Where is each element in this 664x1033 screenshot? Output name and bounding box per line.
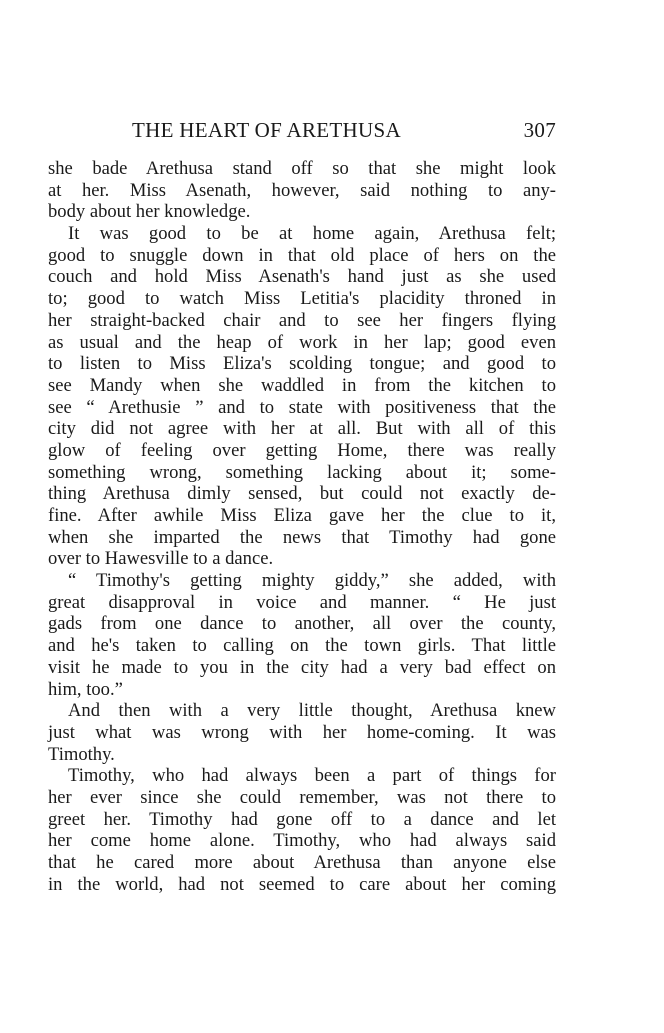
text-line: her come home alone. Timothy, who had always said: [48, 830, 556, 852]
text-line: city did not agree with her at all. But with all of this: [48, 418, 556, 440]
body-text: [48, 158, 556, 895]
text-line: thing Arethusa dimly sensed, but could not exactly de-: [48, 483, 556, 505]
text-line: her ever since she could remember, was not there to: [48, 786, 556, 808]
text-line: Timothy, who had always been a part of things for: [68, 765, 556, 787]
text-line: she bade Arethusa stand off so that she might look: [48, 158, 556, 179]
running-head: [48, 118, 556, 144]
text-line: see Mandy when she waddled in from the kitchen to: [48, 374, 556, 396]
text-line: “ Timothy's getting mighty giddy,” she added, with: [68, 570, 556, 592]
text-line: couch and hold Miss Asenath's hand just as she used: [48, 266, 556, 288]
text-line: and he's taken to calling on the town girls. That little: [48, 635, 556, 657]
text-line: something wrong, something lacking about it; some-: [48, 461, 556, 483]
text-line: great disapproval in voice and manner. “ He just: [48, 591, 556, 613]
text-line: fine. After awhile Miss Eliza gave her the clue to it,: [48, 505, 556, 526]
running-title: THE HEART OF ARETHUSA: [132, 118, 401, 142]
text-line: greet her. Timothy had gone off to a dance and let: [48, 808, 556, 830]
text-line: visit he made to you in the city had a very bad effect on: [48, 656, 556, 678]
text-line: just what was wrong with her home-coming. It was: [48, 721, 556, 743]
text-line: to listen to Miss Eliza's scolding tongue; and good to: [48, 353, 556, 375]
text-line: at her. Miss Asenath, however, said nothing to any-: [48, 179, 556, 201]
text-line: when she imparted the news that Timothy had gone: [48, 526, 556, 548]
text-line: It was good to be at home again, Arethusa felt;: [68, 223, 556, 245]
text-line: as usual and the heap of work in her lap; good even: [48, 331, 556, 353]
text-line: And then with a very little thought, Arethusa knew: [68, 700, 556, 722]
text-line: good to snuggle down in that old place of hers on the: [48, 244, 556, 266]
text-line: her straight-backed chair and to see her fingers flying: [48, 309, 556, 331]
text-line: gads from one dance to another, all over the county,: [48, 613, 556, 635]
text-line: him, too.”: [48, 678, 123, 700]
text-line: that he cared more about Arethusa than anyone else: [48, 852, 556, 873]
page-number: 307: [523, 118, 556, 142]
text-line: to; good to watch Miss Letitia's placidity throned in: [48, 288, 556, 310]
text-line: body about her knowledge.: [48, 201, 251, 223]
text-line: over to Hawesville to a dance.: [48, 548, 274, 570]
text-line: glow of feeling over getting Home, there was really: [48, 439, 556, 461]
text-line: in the world, had not seemed to care about her coming: [48, 873, 556, 895]
text-line: see “ Arethusie ” and to state with positiveness that the: [48, 396, 556, 418]
text-line: Timothy.: [48, 743, 115, 765]
